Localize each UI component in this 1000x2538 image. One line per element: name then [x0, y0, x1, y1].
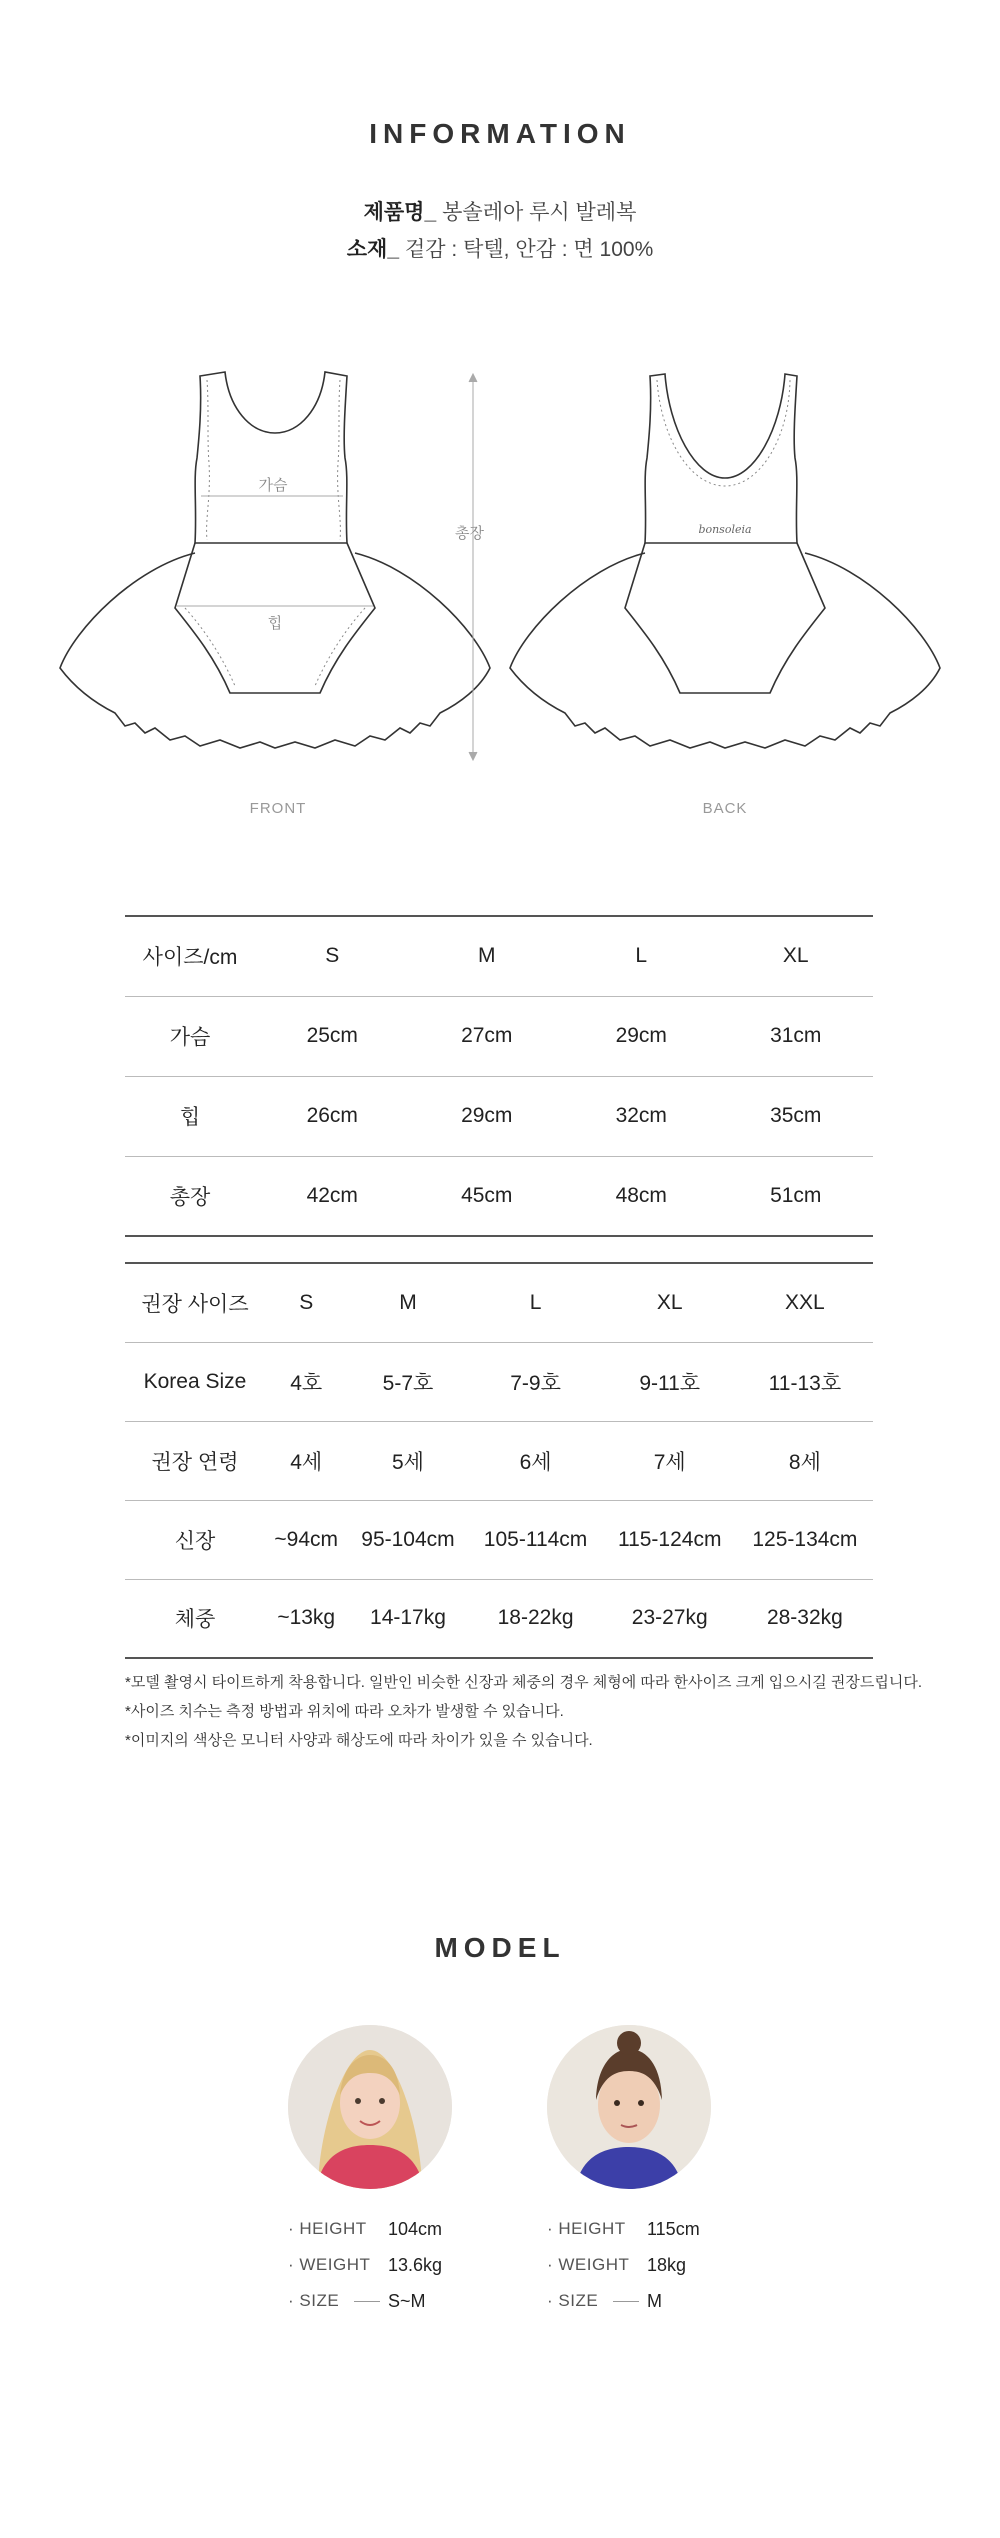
- weight-row: [288, 2247, 452, 2283]
- recommended-size-table: [125, 1262, 873, 1659]
- table-cell: 32cm: [564, 1076, 719, 1156]
- table-cell: S: [299, 1290, 314, 1314]
- table-row: [125, 1156, 873, 1236]
- table-cell: 105-114cm: [468, 1500, 602, 1579]
- table-cell: 95-104cm: [347, 1500, 468, 1579]
- table-cell: XL: [782, 944, 809, 968]
- table-cell: 26cm: [255, 1076, 410, 1156]
- table-cell: ~13kg: [265, 1579, 347, 1658]
- table-row: [125, 1076, 873, 1156]
- table-cell: 23-27kg: [603, 1579, 737, 1658]
- table-cell: 48cm: [564, 1156, 719, 1236]
- table-row: [125, 1421, 873, 1500]
- hip-label: 힙: [267, 615, 283, 632]
- table-cell: ~94cm: [265, 1500, 347, 1579]
- table-cell: 5세: [347, 1421, 468, 1500]
- size-label: · SIZE: [547, 2291, 599, 2310]
- table-row: [125, 1500, 873, 1579]
- brand-script-label: bonsoleia: [698, 523, 752, 536]
- model-photo: [288, 2025, 452, 2189]
- table-cell: 4세: [265, 1421, 347, 1500]
- table-cell: 29cm: [564, 996, 719, 1076]
- back-garment-diagram: [505, 368, 945, 768]
- weight-label: · WEIGHT: [288, 2255, 371, 2274]
- table-cell: XL: [656, 1290, 683, 1314]
- size-row: [547, 2283, 711, 2319]
- product-name-value: 봉솔레아 루시 발레복: [442, 201, 637, 224]
- table-cell: 14-17kg: [347, 1579, 468, 1658]
- size-value: M: [647, 2290, 662, 2311]
- table-cell: M: [478, 944, 496, 968]
- front-garment-diagram: [55, 368, 495, 768]
- size-table: [125, 915, 873, 1237]
- table-cell: 29cm: [410, 1076, 565, 1156]
- table-cell: 가슴: [125, 996, 255, 1076]
- table-row: [125, 996, 873, 1076]
- table-cell: 총장: [125, 1156, 255, 1236]
- table-cell: 125-134cm: [737, 1500, 873, 1579]
- table-cell: 6세: [468, 1421, 602, 1500]
- weight-label: · WEIGHT: [547, 2255, 630, 2274]
- model-card: [547, 2025, 711, 2319]
- table-cell: 권장 연령: [125, 1421, 265, 1500]
- height-row: [288, 2211, 452, 2247]
- material-line: [0, 233, 1000, 263]
- table-row: [125, 1579, 873, 1658]
- front-caption: FRONT: [249, 800, 307, 817]
- material-value: 겉감 : 탁텔, 안감 : 면 100%: [405, 238, 654, 261]
- table-header-row: [125, 916, 873, 996]
- table-cell: 11-13호: [737, 1342, 873, 1421]
- model-card: [288, 2025, 452, 2319]
- table-cell: 42cm: [255, 1156, 410, 1236]
- size-value: S~M: [388, 2290, 426, 2311]
- material-label: 소재_: [346, 238, 400, 261]
- weight-value: 18kg: [647, 2254, 687, 2275]
- height-label: · HEIGHT: [288, 2219, 367, 2238]
- table-cell: 7-9호: [468, 1342, 602, 1421]
- table-cell: 체중: [125, 1579, 265, 1658]
- product-name-label: 제품명_: [363, 201, 437, 224]
- table-cell: 45cm: [410, 1156, 565, 1236]
- height-value: 104cm: [388, 2218, 443, 2239]
- table-row: [125, 1342, 873, 1421]
- table-cell: 4호: [265, 1342, 347, 1421]
- table-cell: 사이즈/cm: [142, 946, 238, 970]
- information-title: INFORMATION: [369, 118, 631, 149]
- weight-value: 13.6kg: [388, 2254, 443, 2275]
- table-cell: 신장: [125, 1500, 265, 1579]
- table-cell: 115-124cm: [603, 1500, 737, 1579]
- back-caption: BACK: [702, 800, 748, 817]
- size-row: [288, 2283, 452, 2319]
- table-header-row: [125, 1263, 873, 1342]
- weight-row: [547, 2247, 711, 2283]
- note-line: *사이즈 치수는 측정 방법과 위치에 따라 오차가 발생할 수 있습니다.: [125, 1703, 564, 1720]
- table-cell: 7세: [603, 1421, 737, 1500]
- table-cell: 5-7호: [347, 1342, 468, 1421]
- table-cell: 35cm: [719, 1076, 874, 1156]
- divider: [354, 2301, 380, 2302]
- table-cell: 31cm: [719, 996, 874, 1076]
- table-cell: Korea Size: [125, 1342, 265, 1421]
- divider: [613, 2301, 639, 2302]
- chest-label: 가슴: [258, 477, 288, 494]
- table-cell: L: [635, 944, 648, 968]
- table-cell: 9-11호: [603, 1342, 737, 1421]
- table-cell: 51cm: [719, 1156, 874, 1236]
- height-label: · HEIGHT: [547, 2219, 626, 2238]
- table-cell: 28-32kg: [737, 1579, 873, 1658]
- note-line: *이미지의 색상은 모니터 사양과 해상도에 따라 차이가 있을 수 있습니다.: [125, 1732, 593, 1749]
- table-cell: 25cm: [255, 996, 410, 1076]
- table-cell: M: [399, 1290, 417, 1314]
- table-cell: L: [529, 1290, 542, 1314]
- product-name-line: [0, 196, 1000, 226]
- table-cell: XXL: [785, 1290, 825, 1314]
- table-cell: 8세: [737, 1421, 873, 1500]
- table-cell: 권장 사이즈: [141, 1292, 249, 1316]
- size-notes: [125, 1668, 922, 1755]
- model-title: MODEL: [434, 1932, 566, 1963]
- model-photo: [547, 2025, 711, 2189]
- height-value: 115cm: [647, 2218, 700, 2239]
- table-cell: 27cm: [410, 996, 565, 1076]
- length-label: 총장: [455, 525, 484, 542]
- height-row: [547, 2211, 711, 2247]
- table-cell: 힙: [125, 1076, 255, 1156]
- table-cell: 18-22kg: [468, 1579, 602, 1658]
- table-cell: S: [325, 944, 340, 968]
- note-line: *모델 촬영시 타이트하게 착용합니다. 일반인 비슷한 신장과 체중의 경우 체형에 따라 한사이즈 크게 입으시길 권장드립니다.: [125, 1674, 923, 1691]
- size-label: · SIZE: [288, 2291, 340, 2310]
